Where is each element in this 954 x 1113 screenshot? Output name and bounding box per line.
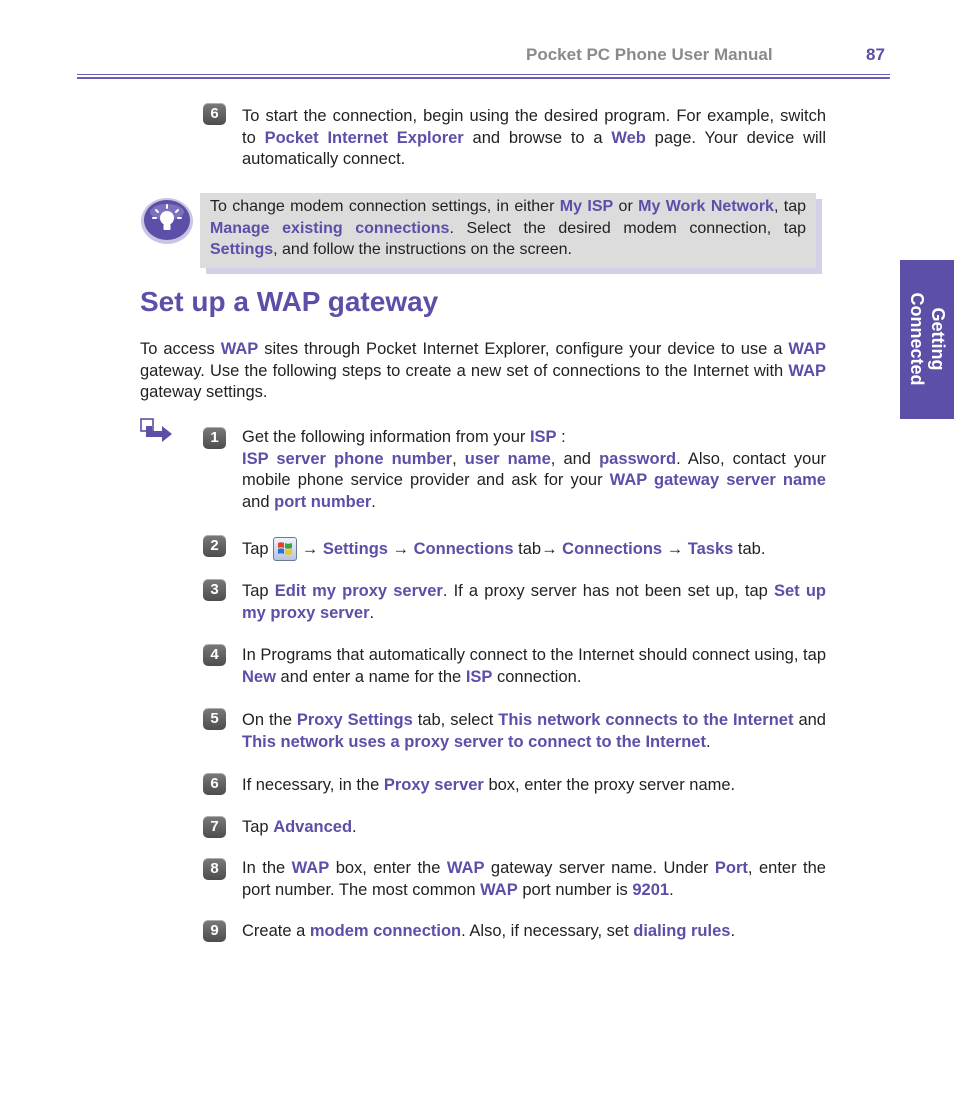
note-box: To change modem connection settings, in either My ISP or My Work Network, tap Manage existing connections. Select the desired modem connection, tap Settings, and follow the instructions on the screen. <box>200 193 816 268</box>
chapter-tab-label: Getting Connected <box>907 292 948 386</box>
step-badge: 4 <box>203 644 226 666</box>
step-badge: 3 <box>203 579 226 601</box>
step-badge: 5 <box>203 708 226 730</box>
arrow-procedure-icon <box>140 418 174 451</box>
step-text: Get the following information from your ISP : ISP server phone number, user name, and password. Also, contact your mobile phone service provider and ask for your WAP gateway server name and port number. <box>242 428 826 511</box>
step-badge: 2 <box>203 535 226 557</box>
step-text: In the WAP box, enter the WAP gateway server name. Under Port, enter the port number. The most common WAP port number is 9201. <box>242 859 826 899</box>
windows-start-icon[interactable] <box>273 537 297 561</box>
lightbulb-note-icon <box>139 196 195 251</box>
step-text: Tap Edit my proxy server. If a proxy server has not been set up, tap Set up my proxy server. <box>242 582 827 622</box>
step-text: If necessary, in the Proxy server box, enter the proxy server name. <box>242 776 736 794</box>
header-rule <box>77 74 890 79</box>
section-heading: Set up a WAP gateway <box>140 286 439 317</box>
step-text: Create a modem connection. Also, if necessary, set dialing rules. <box>242 922 736 940</box>
step-badge: 1 <box>203 427 226 449</box>
step-text: Tap Advanced. <box>242 818 357 836</box>
header-title: Pocket PC Phone User Manual <box>526 45 773 64</box>
step-badge: 9 <box>203 920 226 942</box>
chapter-tab <box>900 260 954 419</box>
step-text: On the Proxy Settings tab, select This network connects to the Internet and This network uses a proxy server to connect to the Internet. <box>242 711 826 751</box>
page-number: 87 <box>866 45 885 64</box>
step-text: To start the connection, begin using the desired program. For example, switch to Pocket Internet Explorer and browse to a Web page. Your device will automatically connect. <box>242 107 827 168</box>
step-badge: 8 <box>203 858 226 880</box>
step-badge: 6 <box>203 773 226 795</box>
step-text: In Programs that automatically connect to the Internet should connect using, tap New and enter a name for the ISP connection. <box>242 646 826 686</box>
step-badge: 7 <box>203 816 226 838</box>
step-text: Tap → Settings → Connections tab→ Connections → Tasks tab. <box>242 537 826 561</box>
step-badge: 6 <box>203 103 226 125</box>
section-intro: To access WAP sites through Pocket Internet Explorer, configure your device to use a WAP gateway. Use the following steps to create a new set of connections to the Internet with WAP gateway settings. <box>140 340 826 401</box>
